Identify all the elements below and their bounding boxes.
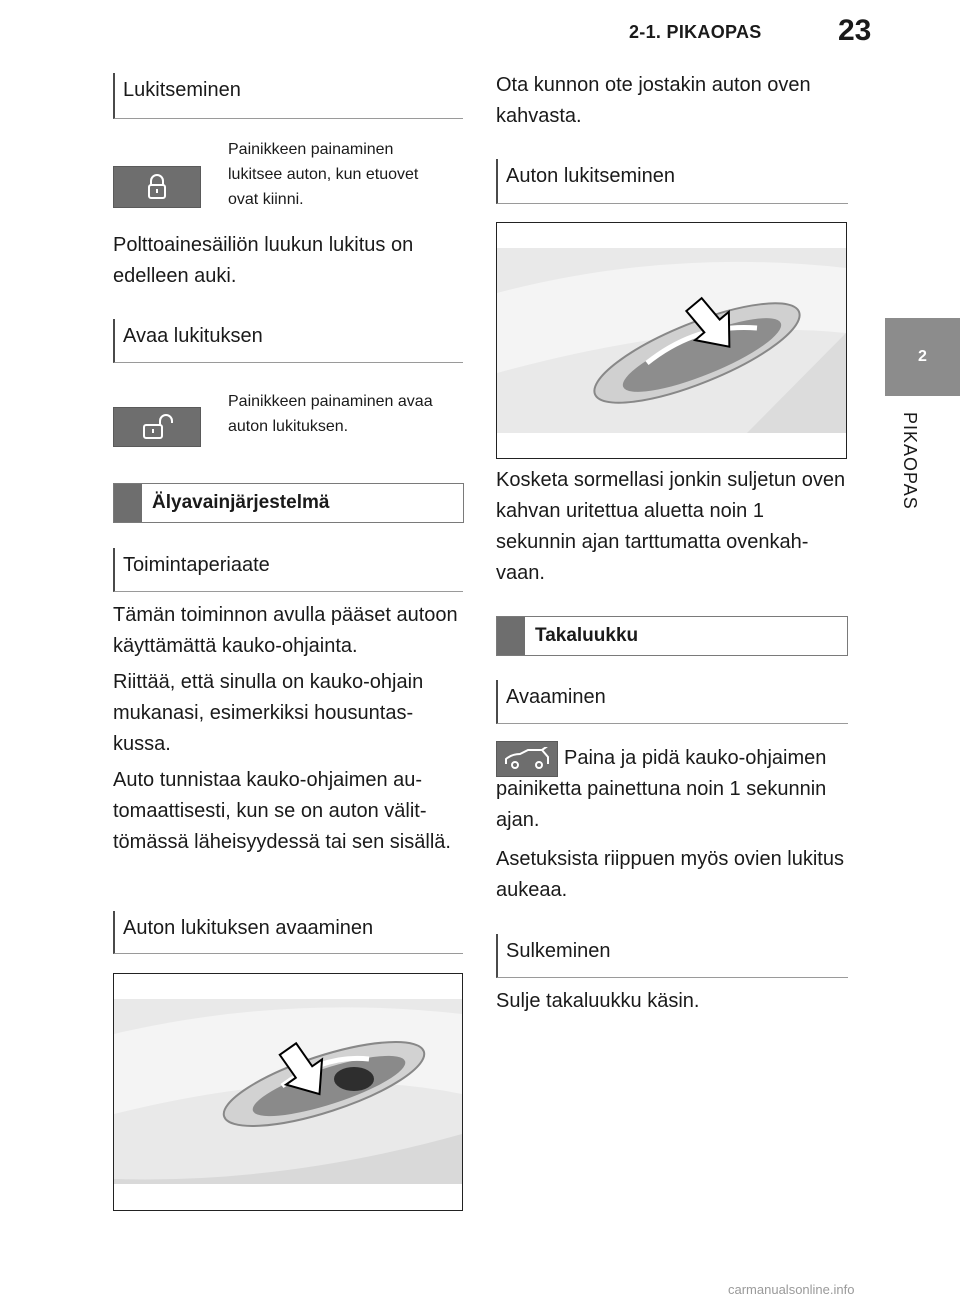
principle-heading xyxy=(113,548,463,592)
lock-icon xyxy=(147,174,167,200)
locking-heading xyxy=(113,73,463,119)
fuel-note: Polttoainesäiliön luukun lukitus on edelleen auki. xyxy=(113,234,414,287)
watermark: carmanualsonline.info xyxy=(728,1282,855,1297)
locking-description: Painikkeen painaminen lukitsee auton, kun etuovet ovat kiinni. xyxy=(228,141,419,208)
door-handle-photo-unlock xyxy=(113,973,463,1211)
section-title: 2-1. PIKAOPAS xyxy=(629,22,762,42)
door-handle-illustration xyxy=(114,974,462,1210)
principle-heading-text: Toimintaperiaate xyxy=(123,554,270,576)
close-heading-text: Sulkeminen xyxy=(506,940,611,962)
press-text: Paina ja pidä kauko-ohjaimen painiketta painettuna noin 1 sekunnin ajan. xyxy=(496,747,827,831)
unlock-heading xyxy=(113,319,463,363)
door-handle-touch-illustration xyxy=(497,223,846,458)
unlock-heading-text: Avaa lukituksen xyxy=(123,325,263,347)
principle-paragraph-1: Tämän toiminnon avulla pääset autoon käyttämättä kauko-ohjainta. xyxy=(113,604,458,657)
smart-key-section-heading xyxy=(113,483,464,523)
heading-bar xyxy=(497,617,525,655)
heading-bar xyxy=(114,484,142,522)
door-handle-photo-lock xyxy=(496,222,847,459)
lock-button-icon xyxy=(113,166,201,208)
smart-key-title: Älyavainjärjestelmä xyxy=(152,492,330,513)
page-number: 23 xyxy=(838,14,872,47)
unlock-icon xyxy=(140,414,174,440)
lock-car-heading xyxy=(496,159,848,204)
open-heading-text: Avaaminen xyxy=(506,686,606,708)
close-text: Sulje takaluukku käsin. xyxy=(496,990,700,1012)
open-heading xyxy=(496,680,848,724)
chapter-tab xyxy=(885,318,960,396)
unlock-car-heading xyxy=(113,911,463,954)
lock-car-heading-text: Auton lukitseminen xyxy=(506,165,675,187)
tailgate-title: Takaluukku xyxy=(535,625,639,646)
unlock-car-heading-text: Auton lukituksen avaaminen xyxy=(123,917,374,939)
chapter-number: 2 xyxy=(918,348,927,365)
unlock-description: Painikkeen painaminen avaa auton lukituksen. xyxy=(228,393,433,435)
close-heading xyxy=(496,934,848,978)
touch-text: Kosketa sormellasi jonkin suljetun oven kahvan uritettua aluetta noin 1 sekunnin ajan tarttumatta ovenkahvaan. xyxy=(496,469,846,584)
settings-text: Asetuksista riippuen myös ovien lukitus aukeaa. xyxy=(496,848,844,901)
tailgate-section-heading xyxy=(496,616,848,656)
principle-paragraph-2: Riittää, että sinulla on kauko-ohjain mukanasi, esimerkiksi housuntaskussa. xyxy=(113,671,424,755)
grip-text: Ota kunnon ote jostakin auton oven kahvasta. xyxy=(496,74,811,127)
principle-paragraph-3: Auto tunnistaa kauko-ohjaimen automaattisesti, kun se on auton välittömässä läheisyydessä tai sen sisällä. xyxy=(113,769,451,853)
locking-heading-text: Lukitseminen xyxy=(123,79,241,101)
chapter-label: PIKAOPAS xyxy=(900,412,920,510)
unlock-button-icon xyxy=(113,407,201,447)
